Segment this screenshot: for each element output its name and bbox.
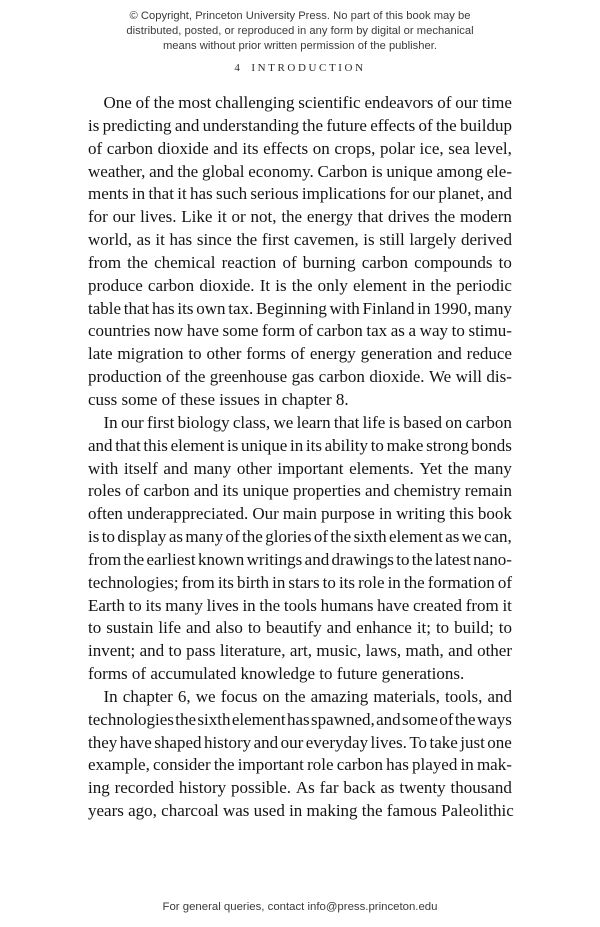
body-line: technologies; from its birth in stars to its role in the formation of bbox=[88, 572, 512, 592]
copyright-line-3: means without prior written permission of the publisher. bbox=[162, 40, 438, 53]
body-line: is to display as many of the glories of the sixth element as we can, bbox=[88, 527, 512, 547]
body-line: to sustain life and also to beautify and enhance it; to build; to bbox=[88, 618, 512, 638]
copyright-line-1: © Copyright, Princeton University Press. No part of this book may be bbox=[129, 10, 471, 22]
body-line: technologies the sixth element has spawned, and some of the ways bbox=[88, 709, 512, 729]
body-line: ing recorded history possible. As far back as twenty thousand bbox=[88, 778, 512, 798]
body-text-block bbox=[88, 92, 512, 823]
body-line: production of the greenhouse gas carbon dioxide. We will dis- bbox=[88, 367, 512, 387]
running-head bbox=[0, 62, 600, 74]
body-line: with itself and many other important elements. Yet the many bbox=[88, 458, 512, 478]
copyright-line-2: distributed, posted, or reproduced in any form by digital or mechanical bbox=[126, 25, 474, 38]
body-line: example, consider the important role carbon has played in mak- bbox=[88, 755, 512, 775]
paragraph-3 bbox=[88, 686, 512, 823]
body-line: One of the most challenging scientific endeavors of our time bbox=[103, 93, 512, 112]
body-line: for our lives. Like it or not, the energy that drives the modern bbox=[88, 207, 512, 227]
body-line: weather, and the global economy. Carbon is unique among ele- bbox=[88, 161, 512, 181]
body-line: ments in that it has such serious implications for our planet, and bbox=[88, 184, 512, 204]
footer-query-notice: For general queries, contact info@press.princeton.edu bbox=[162, 901, 438, 913]
body-line: roles of carbon and its unique properties and chemistry remain bbox=[88, 481, 512, 501]
body-line: produce carbon dioxide. It is the only element in the periodic bbox=[88, 275, 512, 295]
body-line: years ago, charcoal was used in making the famous Paleolithic bbox=[88, 801, 514, 821]
body-line: forms of accumulated knowledge to future generations. bbox=[88, 664, 465, 684]
paragraph-1 bbox=[88, 92, 512, 412]
body-line: often underappreciated. Our main purpose in writing this book bbox=[88, 504, 512, 524]
body-line: cuss some of these issues in chapter 8. bbox=[88, 389, 349, 409]
body-line: In chapter 6, we focus on the amazing materials, tools, and bbox=[103, 686, 512, 706]
body-line: countries now have some form of carbon tax as a way to stimu- bbox=[88, 321, 512, 341]
body-line: they have shaped history and our everyday lives. To take just one bbox=[88, 732, 512, 752]
body-line: is predicting and understanding the future effects of the buildup bbox=[88, 115, 512, 135]
body-line: late migration to other forms of energy generation and reduce bbox=[88, 344, 512, 364]
body-line: Earth to its many lives in the tools humans have created from it bbox=[88, 595, 512, 615]
running-head-title: INTRODUCTION bbox=[251, 62, 366, 74]
body-line: world, as it has since the first cavemen, is still largely derived bbox=[88, 230, 512, 250]
paragraph-2 bbox=[88, 412, 512, 686]
body-line: of carbon dioxide and its effects on crops, polar ice, sea level, bbox=[88, 138, 512, 158]
body-line: and that this element is unique in its ability to make strong bonds bbox=[88, 435, 512, 455]
body-line: In our first biology class, we learn that life is based on carbon bbox=[103, 412, 512, 432]
body-line: from the earliest known writings and drawings to the latest nano- bbox=[88, 549, 512, 569]
body-line: from the chemical reaction of burning carbon compounds to bbox=[88, 252, 512, 272]
body-line: invent; and to pass literature, art, music, laws, math, and other bbox=[88, 641, 512, 661]
page-folio-number: 4 bbox=[234, 62, 241, 74]
body-line: table that has its own tax. Beginning with Finland in 1990, many bbox=[88, 298, 512, 318]
copyright-notice bbox=[90, 9, 510, 55]
